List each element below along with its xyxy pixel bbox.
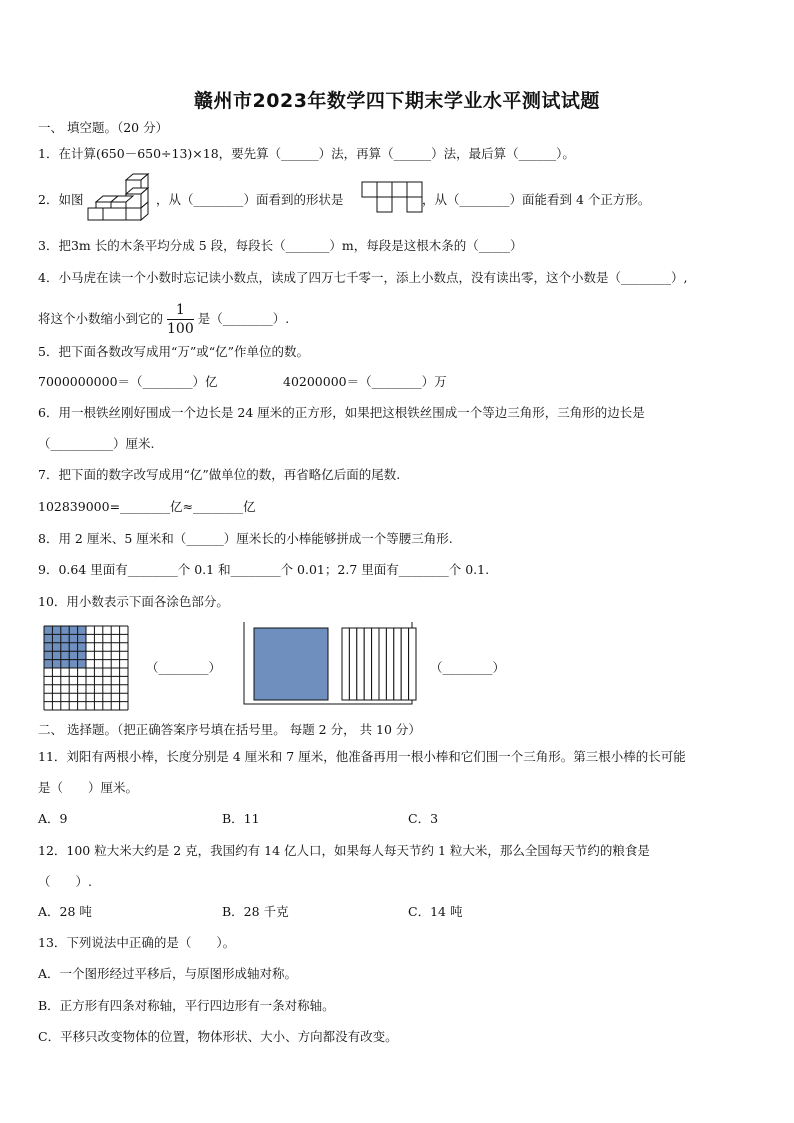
strip — [357, 628, 364, 700]
question-6-line-2: （__________）厘米. — [38, 436, 155, 451]
question-4-line-1: 4．小马虎在读一个小数时忘记读小数点，读成了四万七千零一，添上小数点，没有读出零，这个小数是（________）, — [38, 270, 688, 285]
strip — [364, 628, 371, 700]
question-10-blank-2: （________） — [430, 660, 506, 675]
grid-shaded-region — [44, 626, 86, 668]
question-3: 3．把3m 长的木条平均分成 5 段，每段长（_______）m，每段是这根木条的（_____） — [38, 238, 523, 253]
square-and-strips-figure — [240, 620, 420, 710]
question-11-option-c: C．3 — [408, 811, 439, 826]
question-2-part-a: 2．如图 — [38, 192, 84, 207]
strip — [379, 628, 386, 700]
question-12-option-c: C．14 吨 — [408, 904, 463, 919]
question-11-line-2: 是（ ）厘米。 — [38, 780, 139, 795]
question-2-part-b: ，从（________）面看到的形状是 — [156, 192, 344, 207]
question-11-line-1: 11．刘阳有两根小棒，长度分别是 4 厘米和 7 厘米，他准备再用一根小棒和它们围一个三角形。第三根小棒的长可能 — [38, 749, 686, 764]
strip — [372, 628, 379, 700]
question-5: 5．把下面各数改写成用“万”或“亿”作单位的数。 — [38, 344, 310, 359]
question-4-text-b: 是（________）. — [197, 310, 290, 326]
strip — [401, 628, 408, 700]
question-2-part-c: ，从（________）面能看到 4 个正方形。 — [422, 192, 651, 207]
fraction-denominator: 100 — [167, 320, 194, 337]
question-11-option-b: B．11 — [222, 811, 260, 826]
fraction-1-100 — [167, 303, 194, 336]
question-11-option-a: A．9 — [38, 811, 68, 826]
question-12-option-a: A．28 吨 — [38, 904, 92, 919]
view-shape-figure — [362, 182, 422, 218]
question-5-b: 40200000＝（________）万 — [283, 374, 447, 389]
question-12-line-1: 12．100 粒大米大约是 2 克，我国约有 14 亿人口，如果每人每天节约 1 粒大米，那么全国每天节约的粮食是 — [38, 843, 650, 858]
shaded-square — [254, 628, 328, 700]
question-4-text-a: 将这个小数缩小到它的 — [38, 310, 164, 326]
question-6-line-1: 6．用一根铁丝刚好围成一个边长是 24 厘米的正方形，如果把这根铁丝围成一个等边三角形，三角形的边长是 — [38, 405, 645, 420]
cube-stack-figure — [86, 172, 156, 222]
page-title: 赣州市2023年数学四下期末学业水平测试试题 — [194, 90, 600, 112]
question-1: 1．在计算(650－650÷13)×18，要先算（______）法，再算（______）法，最后算（______）。 — [38, 146, 575, 161]
question-10: 10．用小数表示下面各涂色部分。 — [38, 594, 229, 609]
fraction-numerator: 1 — [167, 303, 194, 320]
strip — [409, 628, 416, 700]
strip — [342, 628, 349, 700]
hundred-grid-figure — [40, 624, 132, 708]
question-13: 13．下列说法中正确的是（ ）。 — [38, 935, 236, 950]
question-7: 7．把下面的数字改写成用“亿”做单位的数，再省略亿后面的尾数. — [38, 467, 401, 482]
question-13-option-c: C．平移只改变物体的位置，物体形状、大小、方向都没有改变。 — [38, 1029, 398, 1044]
question-13-option-a: A．一个图形经过平移后，与原图形成轴对称。 — [38, 966, 298, 981]
strip — [394, 628, 401, 700]
question-7-expression: 102839000=________亿≈________亿 — [38, 499, 256, 514]
strip — [386, 628, 393, 700]
question-9: 9．0.64 里面有________个 0.1 和________个 0.01；2.7 里面有________个 0.1. — [38, 562, 490, 577]
question-13-option-b: B．正方形有四条对称轴，平行四边形有一条对称轴。 — [38, 998, 335, 1013]
strip — [349, 628, 356, 700]
question-5-a: 7000000000＝（________）亿 — [38, 374, 218, 389]
question-4-line-2 — [38, 300, 289, 338]
section-1-header: 一、 填空题。（20 分） — [38, 120, 169, 135]
question-10-blank-1: （________） — [146, 660, 222, 675]
section-2-header: 二、 选择题。（把正确答案序号填在括号里。 每题 2 分， 共 10 分） — [38, 722, 421, 737]
question-8: 8．用 2 厘米、5 厘米和（______）厘米长的小棒能够拼成一个等腰三角形. — [38, 531, 453, 546]
question-12-line-2: （ ）. — [38, 874, 92, 889]
question-12-option-b: B．28 千克 — [222, 904, 289, 919]
